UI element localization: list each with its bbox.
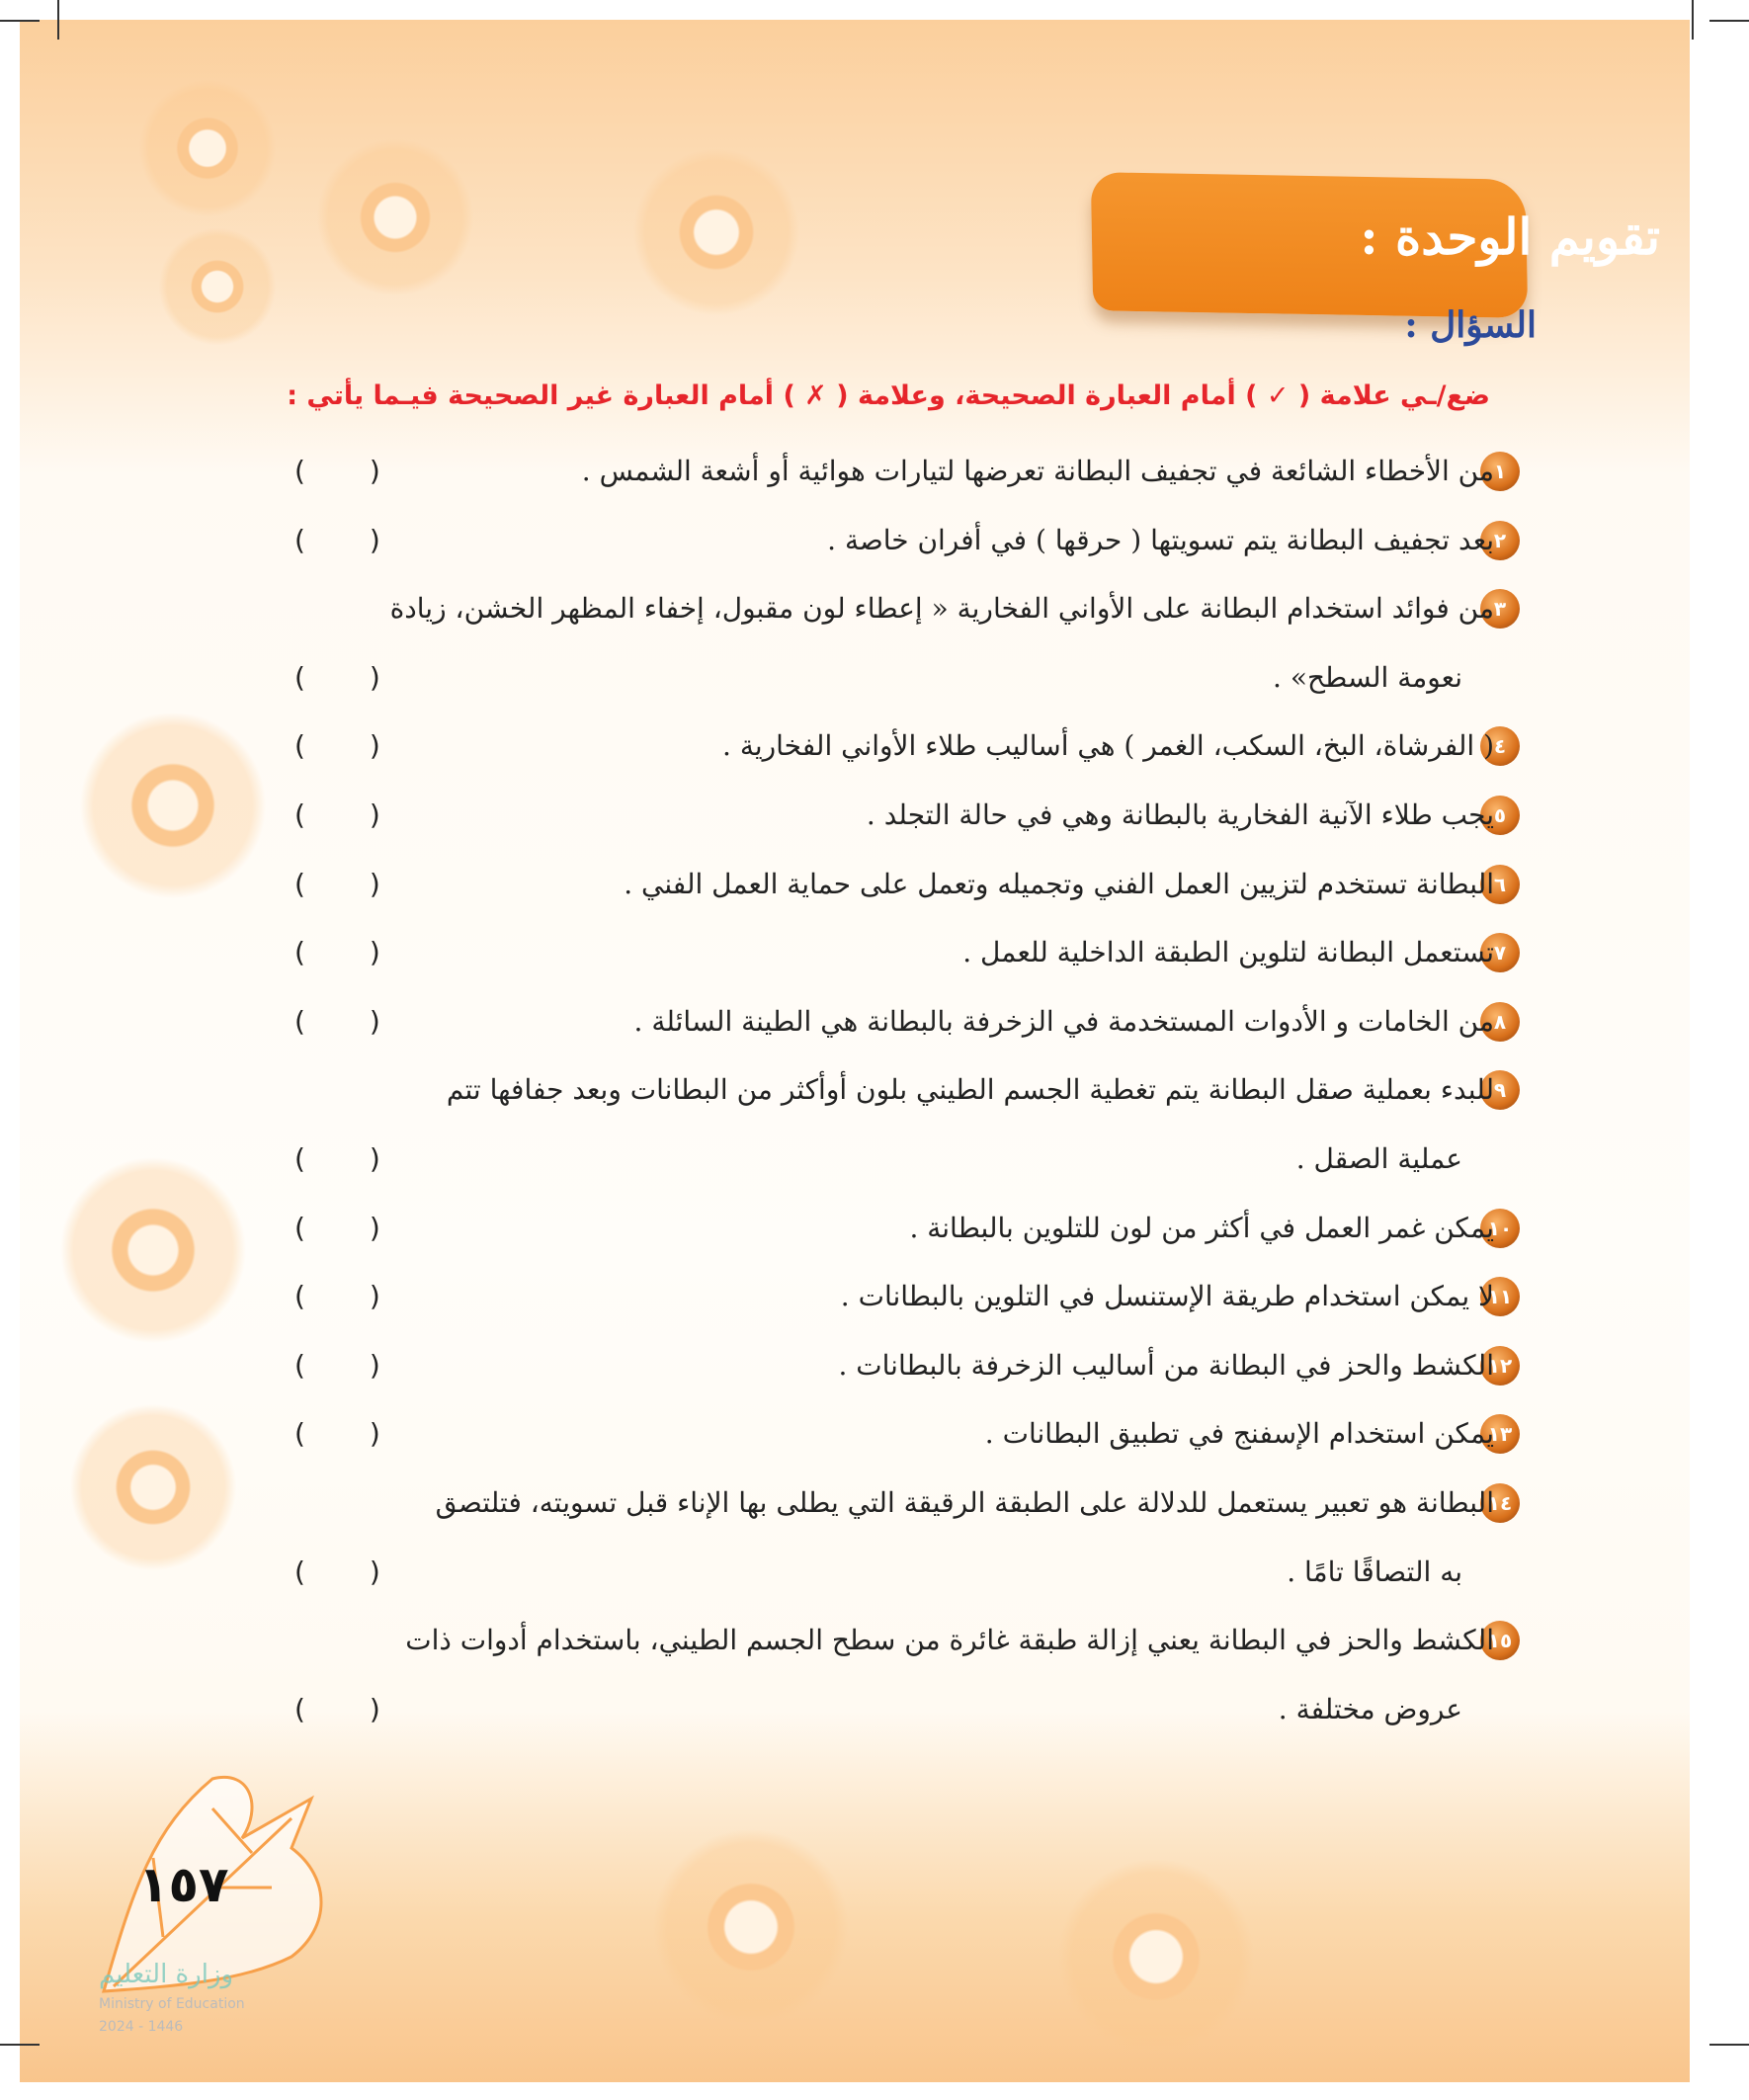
question-text: الكشط والحز في البطانة من أساليب الزخرفة بالبطانات . bbox=[838, 1348, 1494, 1382]
answer-blank[interactable]: ( ) bbox=[294, 798, 408, 831]
answer-blank[interactable]: ( ) bbox=[294, 1554, 408, 1588]
question-text: يمكن غمر العمل في أكثر من لون للتلوين بالبطانة . bbox=[909, 1211, 1494, 1244]
question-text: بعد تجفيف البطانة يتم تسويتها ( حرقها ) في أفران خاصة . bbox=[827, 523, 1494, 556]
question-text: من فوائد استخدام البطانة على الأواني الفخارية « إعطاء لون مقبول، إخفاء المظهر الخشن، زيادة bbox=[389, 592, 1494, 626]
question-text: به التصاقًا تامًا . bbox=[1287, 1554, 1462, 1588]
crop-mark bbox=[0, 20, 40, 22]
question-number-badge: ٦ bbox=[1480, 865, 1520, 904]
question-number-badge: ١١ bbox=[1480, 1277, 1520, 1316]
flower-decoration bbox=[79, 712, 267, 899]
question-text: للبدء بعملية صقل البطانة يتم تغطية الجسم الطيني بلون أوأكثر من البطانات وبعد جفافها تتم bbox=[446, 1073, 1494, 1107]
crop-mark bbox=[1692, 0, 1694, 40]
question-text: البطانة تستخدم لتزيين العمل الفني وتجميله وتعمل على حماية العمل الفني . bbox=[624, 867, 1494, 900]
answer-blank[interactable]: ( ) bbox=[294, 936, 408, 969]
ministry-logo-arabic: وزارة التعليم bbox=[99, 1960, 234, 1989]
answer-blank[interactable]: ( ) bbox=[294, 1280, 408, 1313]
question-number-badge: ٢ bbox=[1480, 521, 1520, 560]
question-number-badge: ٧ bbox=[1480, 933, 1520, 972]
answer-blank[interactable]: ( ) bbox=[294, 523, 408, 556]
flower-decoration bbox=[632, 148, 800, 316]
flower-decoration bbox=[652, 1828, 850, 2026]
answer-blank[interactable]: ( ) bbox=[294, 1142, 408, 1175]
answer-blank[interactable]: ( ) bbox=[294, 867, 408, 900]
question-text: يمكن استخدام الإسفنج في تطبيق البطانات . bbox=[984, 1417, 1494, 1451]
flower-decoration bbox=[59, 1156, 247, 1344]
flower-decoration bbox=[138, 79, 277, 217]
answer-blank[interactable]: ( ) bbox=[294, 1004, 408, 1038]
ministry-logo-english: Ministry of Education bbox=[99, 1996, 245, 2012]
flower-decoration bbox=[158, 227, 277, 346]
flower-decoration bbox=[69, 1403, 237, 1571]
question-text: البطانة هو تعبير يستعمل للدلالة على الطبقة الرقيقة التي يطلى بها الإناء قبل تسويته، فتلتصق bbox=[435, 1486, 1494, 1519]
question-number-badge: ١٥ bbox=[1480, 1621, 1520, 1660]
question-number-badge: ١٤ bbox=[1480, 1483, 1520, 1523]
page-number: ١٥٧ bbox=[138, 1856, 229, 1913]
question-text: تستعمل البطانة لتلوين الطبقة الداخلية للعمل . bbox=[962, 936, 1494, 969]
crop-mark bbox=[1709, 20, 1749, 22]
crop-mark bbox=[0, 2044, 40, 2046]
question-number-badge: ٥ bbox=[1480, 796, 1520, 835]
question-text: من الأخطاء الشائعة في تجفيف البطانة تعرضها لتيارات هوائية أو أشعة الشمس . bbox=[581, 455, 1494, 487]
question-number-badge: ١٠ bbox=[1480, 1209, 1520, 1248]
question-number-badge: ١٣ bbox=[1480, 1414, 1520, 1454]
crop-mark bbox=[57, 0, 59, 40]
question-number-badge: ٨ bbox=[1480, 1002, 1520, 1042]
question-number-badge: ٩ bbox=[1480, 1070, 1520, 1110]
answer-blank[interactable]: ( ) bbox=[294, 1348, 408, 1382]
question-text: الكشط والحز في البطانة يعني إزالة طبقة غائرة من سطح الجسم الطيني، باستخدام أدوات ذات bbox=[405, 1624, 1494, 1657]
question-text: عملية الصقل . bbox=[1295, 1142, 1462, 1175]
answer-blank[interactable]: ( ) bbox=[294, 455, 408, 487]
crop-mark bbox=[1709, 2044, 1749, 2046]
question-text: يجب طلاء الآنية الفخارية بالبطانة وهي في حالة التجلد . bbox=[866, 798, 1494, 831]
question-number-badge: ٣ bbox=[1480, 589, 1520, 629]
question-number-badge: ٤ bbox=[1480, 726, 1520, 766]
question-label: السؤال : bbox=[1404, 304, 1537, 346]
question-text: لا يمكن استخدام طريقة الإستنسل في التلوين بالبطانات . bbox=[840, 1280, 1494, 1313]
question-number-badge: ١ bbox=[1480, 452, 1520, 491]
flower-decoration bbox=[316, 138, 474, 296]
answer-blank[interactable]: ( ) bbox=[294, 1417, 408, 1451]
answer-blank[interactable]: ( ) bbox=[294, 1211, 408, 1244]
question-text: من الخامات و الأدوات المستخدمة في الزخرفة بالبطانة هي الطينة السائلة . bbox=[633, 1004, 1494, 1038]
question-text: عروض مختلفة . bbox=[1278, 1692, 1462, 1725]
question-text: ( الفرشاة، البخ، السكب، الغمر ) هي أساليب طلاء الأواني الفخارية . bbox=[722, 729, 1494, 763]
unit-title: تقويم الوحدة : bbox=[1360, 208, 1660, 266]
ministry-logo-year: 2024 - 1446 bbox=[99, 2019, 184, 2035]
answer-blank[interactable]: ( ) bbox=[294, 1692, 408, 1725]
question-text: نعومة السطح» . bbox=[1273, 660, 1462, 694]
instruction-text: ضع/ـي علامة ( ✓ ) أمام العبارة الصحيحة، وعلامة ( ✗ ) أمام العبارة غير الصحيحة فيـما يأتي : bbox=[287, 380, 1490, 411]
question-number-badge: ١٢ bbox=[1480, 1346, 1520, 1386]
answer-blank[interactable]: ( ) bbox=[294, 660, 408, 694]
answer-blank[interactable]: ( ) bbox=[294, 729, 408, 763]
flower-decoration bbox=[1057, 1858, 1255, 2056]
